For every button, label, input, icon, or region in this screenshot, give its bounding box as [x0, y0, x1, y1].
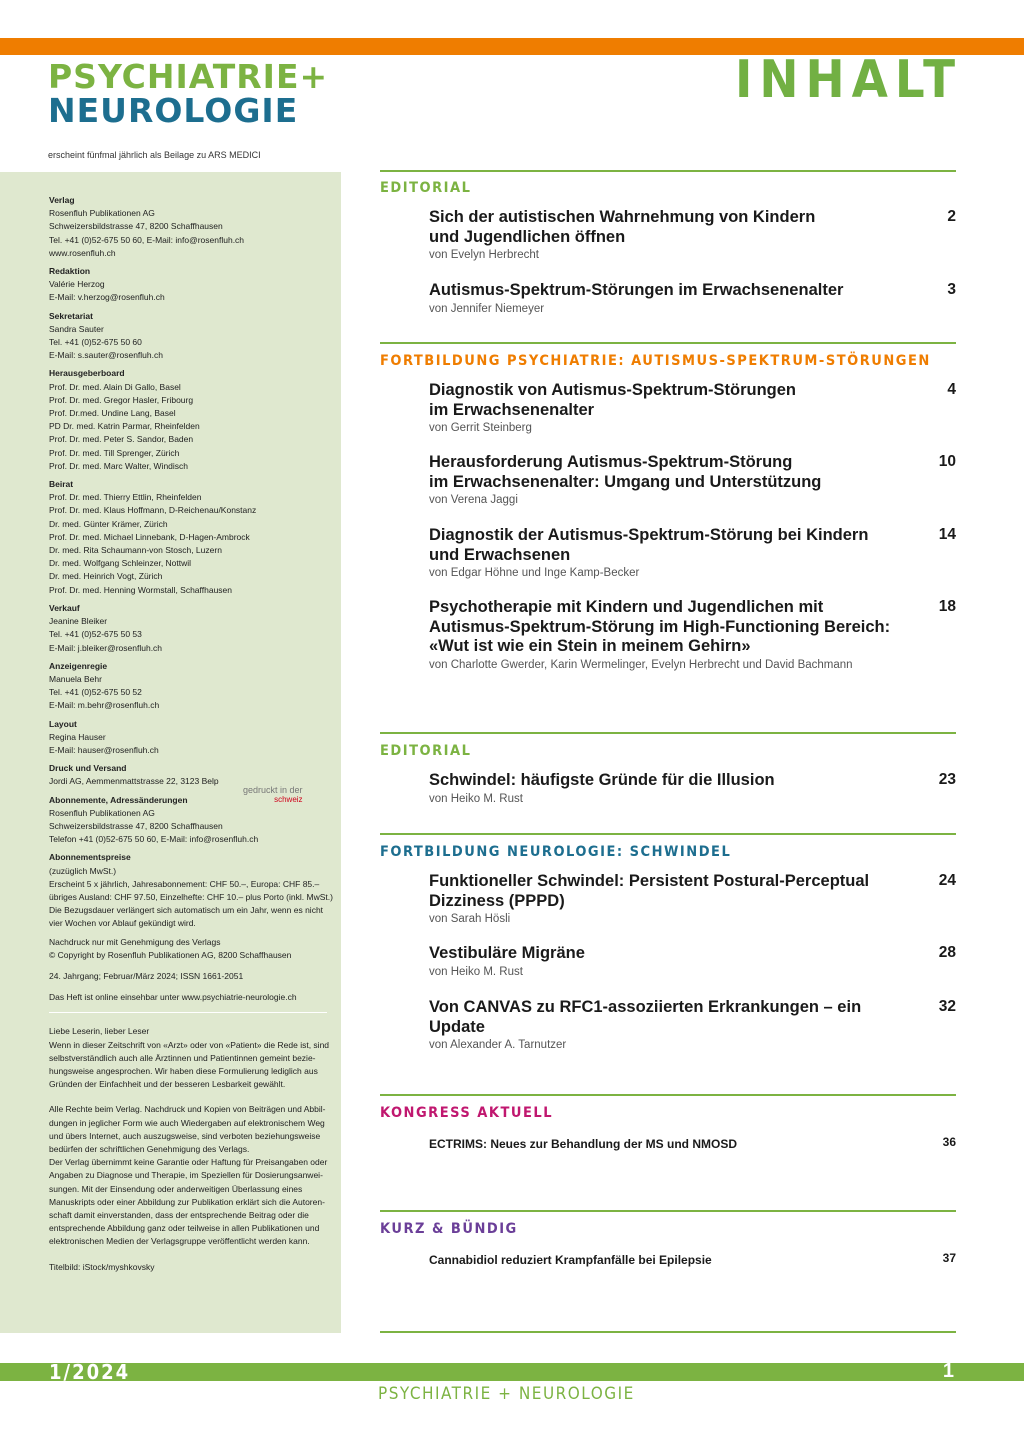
toc-entry[interactable] [429, 771, 956, 805]
impressum-block [49, 310, 334, 363]
impressum-line: Telefon +41 (0)52-675 50 60, E-Mail: info@rosenfluh.ch [49, 834, 259, 845]
impressum-line: Prof. Dr. med. Peter S. Sandor, Baden [49, 434, 194, 445]
article-author: von Charlotte Gwerder, Karin Wermelinger, Evelyn Herbrecht und David Bachmann [429, 658, 853, 671]
impressum-heading: Verlag [49, 195, 75, 205]
section-rule [380, 1210, 956, 1212]
article-page-number: 18 [938, 598, 956, 615]
impressum-line: Tel. +41 (0)52-675 50 52 [49, 687, 142, 698]
impressum-heading: Verkauf [49, 602, 80, 613]
impressum-block [49, 265, 334, 305]
article-title: Von CANVAS zu RFC1-assoziierten Erkrankungen – ein Update [429, 998, 862, 1036]
impressum-line: Tel. +41 (0)52-675 50 53 [49, 629, 142, 640]
section-rule [380, 732, 956, 734]
bottom-color-bar [0, 1363, 1024, 1381]
article-author: von Sarah Hösli [429, 913, 511, 925]
impressum-block [49, 478, 334, 597]
toc-entry[interactable] [429, 381, 956, 434]
section-rule [380, 1331, 956, 1333]
article-author: von Gerrit Steinberg [429, 422, 532, 434]
section-rule [380, 1094, 956, 1096]
article-title: Autismus-Spektrum-Störungen im Erwachsenenalter [429, 281, 844, 299]
impressum-line: Dr. med. Heinrich Vogt, Zürich [49, 571, 163, 582]
toc-entry[interactable] [429, 598, 956, 671]
impressum-line: E-Mail: s.sauter@rosenfluh.ch [49, 350, 163, 361]
toc-entry[interactable] [429, 526, 956, 579]
impressum-line: vier Wochen vor Ablauf gekündigt wird. [49, 918, 196, 929]
toc-entry[interactable] [429, 1251, 956, 1271]
impressum [49, 194, 334, 1286]
impressum-heading: Sekretariat [49, 310, 93, 321]
impressum-line: Jordi AG, Aemmenmattstrasse 22, 3123 Belp [49, 776, 219, 787]
impressum-line: Rosenfluh Publikationen AG [49, 208, 155, 219]
toc-entry[interactable] [429, 453, 956, 506]
impressum-heading: Redaktion [49, 266, 91, 277]
article-page-number: 4 [947, 381, 956, 398]
impressum-line: Prof. Dr. med. Klaus Hoffmann, D-Reichenau/Konstanz [49, 505, 257, 516]
article-page-number: 37 [942, 1251, 956, 1265]
article-page-number: 36 [942, 1135, 956, 1149]
impressum-line: Erscheint 5 x jährlich, Jahresabonnement: CHF 50.–, Europa: CHF 85.– [49, 878, 320, 889]
impressum-block [49, 660, 334, 713]
impressum-heading: Druck und Versand [49, 763, 127, 774]
tagline: erscheint fünfmal jährlich als Beilage zu ARS MEDICI [48, 150, 261, 160]
article-title: Cannabidiol reduziert Krampfanfälle bei Epilepsie [429, 1253, 712, 1267]
impressum-heading: Abonnemente, Adressänderungen [49, 794, 188, 805]
impressum-heading: Abonnementspreise [49, 852, 131, 863]
impressum-line: Prof. Dr. med. Michael Linnebank, D-Hagen-Ambrock [49, 531, 250, 542]
toc-entry[interactable] [429, 281, 956, 315]
impressum-line: Rosenfluh Publikationen AG [49, 807, 155, 818]
section-heading: KURZ & BÜNDIG [380, 1221, 518, 1237]
issue-number: 1/2024 [49, 1360, 131, 1384]
impressum-line: E-Mail: m.behr@rosenfluh.ch [49, 700, 160, 711]
impressum-line: Prof. Dr. med. Gregor Hasler, Fribourg [49, 394, 194, 405]
article-title: Herausforderung Autismus-Spektrum-Störung im Erwachsenenalter: Umgang und Unterstützung [429, 453, 822, 491]
article-author: von Alexander A. Tarnutzer [429, 1039, 567, 1051]
impressum-line: Regina Hauser [49, 731, 106, 742]
section-rule [380, 342, 956, 344]
impressum-line: Dr. med. Rita Schaumann-von Stosch, Luzern [49, 545, 222, 556]
article-title: Vestibuläre Migräne [429, 944, 585, 962]
toc-entry[interactable] [429, 998, 956, 1051]
page-title: INHALT [734, 50, 962, 110]
article-title: ECTRIMS: Neues zur Behandlung der MS und NMOSD [429, 1137, 738, 1151]
impressum-heading: Herausgeberboard [49, 368, 125, 379]
impressum-line: Valérie Herzog [49, 279, 105, 290]
impressum-note: 24. Jahrgang; Februar/März 2024; ISSN 1661-2051 [49, 970, 244, 981]
impressum-block [49, 851, 334, 930]
impressum-block [49, 194, 334, 260]
toc-entry[interactable] [429, 944, 956, 978]
impressum-line: Dr. med. Günter Krämer, Zürich [49, 518, 168, 529]
impressum-heading: Anzeigenregie [49, 660, 108, 671]
section-heading: FORTBILDUNG NEUROLOGIE: SCHWINDEL [380, 844, 732, 860]
impressum-line: Prof. Dr. med. Henning Wormstall, Schaffhausen [49, 584, 232, 595]
article-title: Funktioneller Schwindel: Persistent Postural-Perceptual Dizziness (PPPD) [429, 872, 870, 910]
section-heading: KONGRESS AKTUELL [380, 1105, 554, 1121]
section-rule [380, 170, 956, 172]
badge-line-2: schweiz [274, 795, 303, 804]
article-title: Schwindel: häufigste Gründe für die Illusion [429, 771, 775, 789]
impressum-line: Manuela Behr [49, 673, 102, 684]
impressum-line: Tel. +41 (0)52-675 50 60, E-Mail: info@rosenfluh.ch [49, 234, 245, 245]
badge-line-1: gedruckt in der [243, 785, 303, 795]
legal-note: Liebe Leserin, lieber Leser Wenn in dieser Zeitschrift von «Arzt» oder von «Patient» die Rede ist, sind selbstverständlich auch alle Ärztinnen und Patientinnen gemeint bezie-hungsweise angesprochen. Wir haben diese Formulierung lediglich aus Gründen der Einfachheit und der besseren Lesbarkeit gewählt. [49, 1026, 330, 1090]
article-page-number: 32 [938, 998, 956, 1015]
page-number: 1 [942, 1360, 954, 1382]
impressum-line: Die Bezugsdauer verlängert sich automatisch um ein Jahr, wenn es nicht [49, 905, 324, 916]
impressum-line: Sandra Sauter [49, 323, 104, 334]
impressum-note: Das Heft ist online einsehbar unter www.psychiatrie-neurologie.ch [49, 992, 297, 1003]
article-author: von Jennifer Niemeyer [429, 302, 545, 315]
logo-line-1: PSYCHIATRIE+ [48, 57, 329, 96]
article-page-number: 24 [938, 872, 956, 889]
impressum-line: Prof. Dr. med. Marc Walter, Windisch [49, 460, 189, 471]
impressum-block [49, 718, 334, 758]
impressum-line: Schweizersbildstrasse 47, 8200 Schaffhausen [49, 221, 223, 232]
article-page-number: 28 [938, 944, 956, 961]
legal-note: Alle Rechte beim Verlag. Nachdruck und Kopien von Beiträgen und Abbil-dungen in jeglicher Form wie auch Wiedergaben auf elektronischem Weg und übers Internet, auch auszugsweise, sind verboten beziehungsweise bedürfen der schriftlichen Genehmigung des Verlags. Der Verlag übernimmt keine Garantie oder Haftung für Preisangaben oder Angaben zu Diagnose und Therapie, im Speziellen für Dosierungsanwei-sungen. Mit der Einsendung oder anderweitigen Überlassung eines Manuskripts oder einer Abbildung zur Publikation erklärt sich die Autoren-schaft damit einverstanden, dass der entsprechende Beitrag oder die entsprechende Abbildung ganz oder teilweise in allen Publikationen und elektronischen Medien der Verlagsgruppe veröffentlicht werden kann. [49, 1104, 328, 1247]
toc-entry[interactable] [429, 872, 956, 925]
toc-entry[interactable] [429, 208, 956, 261]
legal-note: Titelbild: iStock/myshkovsky [49, 1261, 155, 1272]
footer-journal-title: PSYCHIATRIE + NEUROLOGIE [378, 1384, 635, 1404]
impressum-line: Prof. Dr. med. Till Sprenger, Zürich [49, 447, 180, 458]
impressum-line: Dr. med. Wolfgang Schleinzer, Nottwil [49, 558, 192, 569]
article-author: von Heiko M. Rust [429, 965, 523, 978]
toc-entry[interactable] [429, 1135, 956, 1155]
impressum-line: Prof. Dr. med. Alain Di Gallo, Basel [49, 381, 181, 392]
divider [49, 1012, 327, 1013]
printed-in-switzerland-badge [243, 786, 303, 804]
section-heading: EDITORIAL [380, 743, 472, 759]
logo-line-2: NEUROLOGIE [48, 91, 299, 130]
impressum-line: E-Mail: hauser@rosenfluh.ch [49, 744, 159, 755]
article-author: von Heiko M. Rust [429, 792, 523, 805]
impressum-line: Prof. Dr.med. Undine Lang, Basel [49, 408, 176, 419]
article-title: Psychotherapie mit Kindern und Jugendlichen mit Autismus-Spektrum-Störung im High-Functioning Bereich: «Wut ist wie ein Stein in meinem Gehirn» [429, 598, 891, 655]
impressum-block [49, 367, 334, 473]
impressum-heading: Beirat [49, 479, 74, 490]
journal-logo [48, 57, 329, 130]
section-heading: FORTBILDUNG PSYCHIATRIE: AUTISMUS-SPEKTRUM-STÖRUNGEN [380, 353, 931, 369]
impressum-block [49, 602, 334, 655]
impressum-note: Nachdruck nur mit Genehmigung des Verlags © Copyright by Rosenfluh Publikationen AG, 8200 Schaffhausen [49, 936, 292, 960]
impressum-line: Tel. +41 (0)52-675 50 60 [49, 337, 142, 348]
article-page-number: 10 [938, 453, 956, 470]
article-page-number: 23 [938, 771, 956, 788]
impressum-line: Jeanine Bleiker [49, 616, 108, 627]
section-heading: EDITORIAL [380, 180, 472, 196]
impressum-line: (zuzüglich MwSt.) [49, 865, 117, 876]
article-title: Sich der autistischen Wahrnehmung von Kindern und Jugendlichen öffnen [429, 208, 816, 246]
impressum-heading: Layout [49, 718, 77, 729]
section-rule [380, 833, 956, 835]
impressum-line: E-Mail: v.herzog@rosenfluh.ch [49, 292, 165, 303]
article-author: von Edgar Höhne und Inge Kamp-Becker [429, 567, 640, 579]
article-title: Diagnostik von Autismus-Spektrum-Störungen im Erwachsenenalter [429, 381, 796, 419]
article-author: von Verena Jaggi [429, 494, 518, 506]
impressum-line: Schweizersbildstrasse 47, 8200 Schaffhausen [49, 820, 223, 831]
article-author: von Evelyn Herbrecht [429, 249, 539, 261]
impressum-line: www.rosenfluh.ch [49, 247, 116, 258]
impressum-line: Prof. Dr. med. Thierry Ettlin, Rheinfelden [49, 492, 202, 503]
article-title: Diagnostik der Autismus-Spektrum-Störung bei Kindern und Erwachsenen [429, 526, 869, 564]
article-page-number: 2 [947, 208, 956, 225]
article-page-number: 3 [947, 281, 956, 298]
article-page-number: 14 [938, 526, 956, 543]
impressum-line: PD Dr. med. Katrin Parmar, Rheinfelden [49, 421, 200, 432]
impressum-line: übriges Ausland: CHF 97.50, Einzelhefte: CHF 10.– plus Porto (inkl. MwSt.) [49, 891, 333, 902]
impressum-line: E-Mail: j.bleiker@rosenfluh.ch [49, 642, 163, 653]
